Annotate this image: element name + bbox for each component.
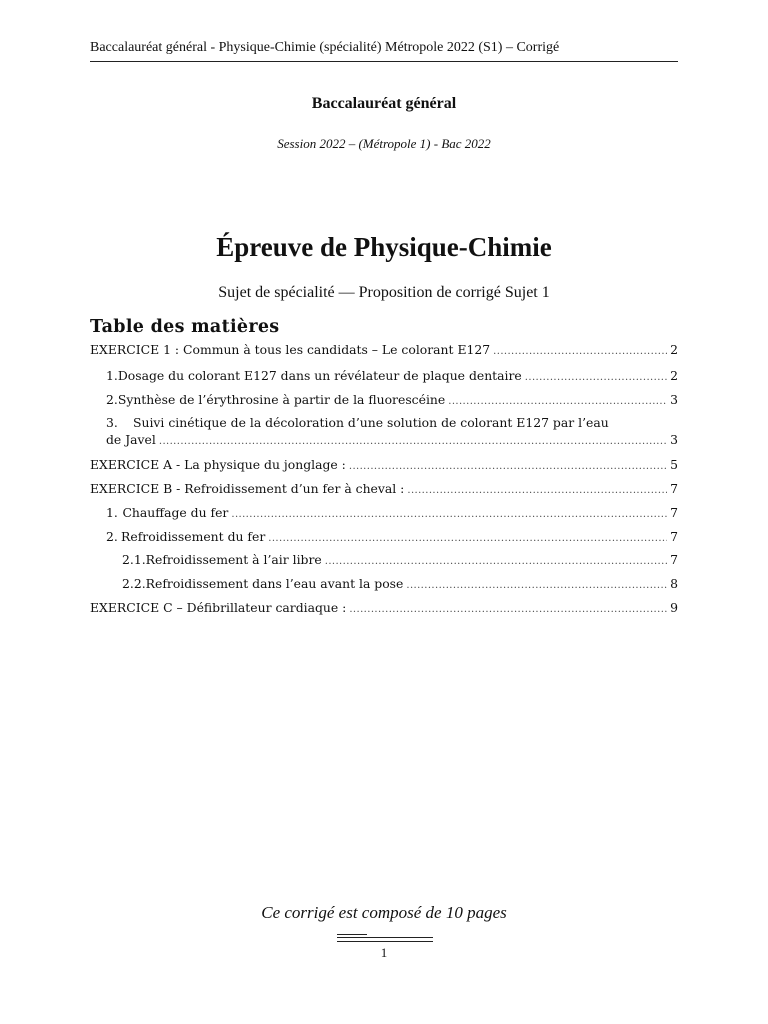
toc-leader (407, 485, 667, 496)
toc-leader (325, 556, 667, 567)
toc-entry-page: 3 (670, 392, 678, 407)
toc-entry-label: de Javel (106, 432, 156, 447)
toc-entry-synthese[interactable] (106, 392, 678, 410)
toc-entry-number: 1. (106, 368, 118, 383)
toc-entry-suivi-cinetique-line1[interactable] (106, 415, 609, 433)
toc-entry-label: Refroidissement du fer (121, 529, 266, 544)
toc-entry-page: 7 (670, 552, 678, 567)
toc-entry-page: 2 (670, 342, 678, 357)
toc-entry-number: 1. (106, 505, 118, 520)
toc-entry-exercice-c[interactable] (90, 600, 678, 618)
toc-entry-number: 2. (106, 392, 118, 407)
toc-entry-page: 7 (670, 505, 678, 520)
toc-entry-number: 2.2. (122, 576, 146, 591)
toc-entry-label: Refroidissement dans l’eau avant la pose (145, 576, 404, 591)
toc-entry-eau[interactable] (122, 576, 678, 594)
toc-entry-page: 9 (670, 600, 678, 615)
toc-entry-label: EXERCICE C – Défibrillateur cardiaque : (90, 600, 347, 615)
toc-entry-page: 5 (670, 457, 678, 472)
header-rule (90, 61, 678, 62)
toc-entry-dosage[interactable] (106, 368, 678, 386)
toc-entry-chauffage[interactable] (106, 505, 678, 523)
toc-entry-refroidissement[interactable] (106, 529, 678, 547)
toc-leader (406, 580, 667, 591)
toc-entry-number: 3. (106, 415, 118, 430)
toc-leader (525, 372, 667, 383)
toc-leader (349, 461, 667, 472)
toc-entry-air-libre[interactable] (122, 552, 678, 570)
exam-title: Baccalauréat général (311, 95, 457, 112)
toc-entry-page: 7 (670, 529, 678, 544)
toc-entry-page: 7 (670, 481, 678, 496)
toc-entry-suivi-cinetique-line2[interactable] (106, 432, 678, 450)
session-line: Session 2022 – (Métropole 1) - Bac 2022 (277, 136, 491, 151)
toc-entry-exercice-b[interactable] (90, 481, 678, 499)
toc-entry-label: Suivi cinétique de la décoloration d’une solution de colorant E127 par l’eau (133, 415, 609, 430)
toc-entry-label: Chauffage du fer (122, 505, 229, 520)
toc-leader (448, 396, 667, 407)
toc-entry-label: Dosage du colorant E127 dans un révélateur de plaque dentaire (117, 368, 522, 383)
page-subtitle: Sujet de spécialité — Proposition de corrigé Sujet 1 (218, 284, 550, 301)
toc-entry-page: 2 (670, 368, 678, 383)
page-count-note: Ce corrigé est composé de 10 pages (261, 903, 507, 922)
toc-leader (349, 604, 667, 615)
toc-leader (231, 509, 667, 520)
toc-entry-page: 3 (670, 432, 678, 447)
toc-entry-label: Synthèse de l’érythrosine à partir de la fluorescéine (117, 392, 446, 407)
toc-entry-label: EXERCICE B - Refroidissement d’un fer à cheval : (90, 481, 405, 496)
toc-heading: Table des matières (90, 317, 280, 337)
toc-leader (268, 533, 667, 544)
footer-rule-short (337, 934, 367, 935)
toc-entry-label: EXERCICE 1 : Commun à tous les candidats – Le colorant E127 (90, 342, 491, 357)
toc-entry-label: Refroidissement à l’air libre (145, 552, 322, 567)
toc-entry-exercice-1[interactable] (90, 342, 678, 360)
running-header: Baccalauréat général - Physique-Chimie (spécialité) Métropole 2022 (S1) – Corrigé (90, 40, 560, 55)
page-title: Épreuve de Physique-Chimie (216, 232, 552, 262)
toc-entry-label: EXERCICE A - La physique du jonglage : (90, 457, 346, 472)
footer-rule (337, 937, 433, 942)
toc-entry-page: 8 (670, 576, 678, 591)
toc-entry-number: 2. (106, 529, 118, 544)
toc-leader (159, 436, 667, 447)
toc-leader (493, 346, 667, 357)
toc-entry-number: 2.1. (122, 552, 146, 567)
toc-entry-exercice-a[interactable] (90, 457, 678, 475)
page-number: 1 (380, 945, 388, 960)
